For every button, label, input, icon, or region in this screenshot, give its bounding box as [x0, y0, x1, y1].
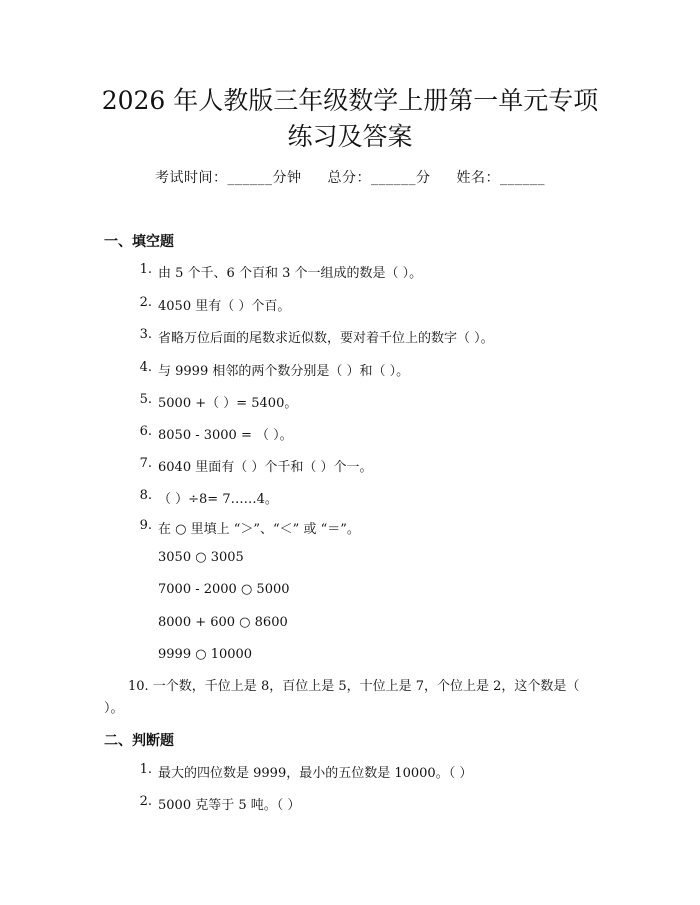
- question-text: 与 9999 相邻的两个数分别是（ ）和（ ）。: [158, 364, 410, 379]
- question-text: 在 ○ 里填上 “＞”、“＜” 或 “＝”。: [158, 522, 360, 537]
- comparison-item: 9999 ○ 10000: [158, 647, 253, 662]
- question-number: 4.: [139, 360, 152, 375]
- question-number: 2.: [139, 794, 152, 809]
- question-text: 5000 克等于 5 吨。（ ）: [158, 798, 301, 813]
- exam-time: 考试时间：______分钟: [155, 170, 302, 186]
- exam-meta: [0, 167, 700, 187]
- question-text: 最大的四位数是 9999，最小的五位数是 10000。（ ）: [158, 766, 473, 781]
- question-text: 由 5 个千、6 个百和 3 个一组成的数是（ ）。: [158, 266, 423, 281]
- page-title-line2: 练习及答案: [287, 122, 413, 151]
- page-title-line1: 2026 年人教版三年级数学上册第一单元专项: [101, 86, 599, 115]
- total-score: 总分：______分: [327, 170, 431, 186]
- section-heading-fill-in: 一、填空题: [104, 234, 174, 250]
- question-number: 1.: [139, 262, 152, 277]
- question-text: 4050 里有（ ）个百。: [158, 299, 291, 314]
- question-text: 8050 - 3000 = （ ）。: [158, 428, 293, 443]
- question-number: 2.: [139, 295, 152, 310]
- question-number: 6.: [139, 424, 152, 439]
- question-number: 3.: [139, 327, 152, 342]
- comparison-item: 7000 - 2000 ○ 5000: [158, 582, 290, 597]
- comparison-item: 8000 + 600 ○ 8600: [158, 615, 288, 630]
- question-number: 8.: [139, 488, 152, 503]
- question-number: 7.: [139, 456, 152, 471]
- question-text: 省略万位后面的尾数求近似数，要对着千位上的数字（ ）。: [158, 331, 494, 346]
- section-heading-true-false: 二、判断题: [104, 733, 174, 749]
- question-text: 6040 里面有（ ）个千和（ ）个一。: [158, 460, 373, 475]
- question-number: 1.: [139, 762, 152, 777]
- student-name: 姓名：______: [456, 170, 545, 186]
- comparison-item: 3050 ○ 3005: [158, 550, 244, 565]
- question-number: 9.: [139, 518, 152, 533]
- question-item-10: 10. 一个数，千位上是 8，百位上是 5，十位上是 7，个位上是 2，这个数是（ ）。: [104, 679, 580, 716]
- question-number: 5.: [139, 392, 152, 407]
- question-text: 5000 +（ ）= 5400。: [158, 396, 298, 411]
- question-text: （ ）÷8= 7……4。: [158, 492, 278, 507]
